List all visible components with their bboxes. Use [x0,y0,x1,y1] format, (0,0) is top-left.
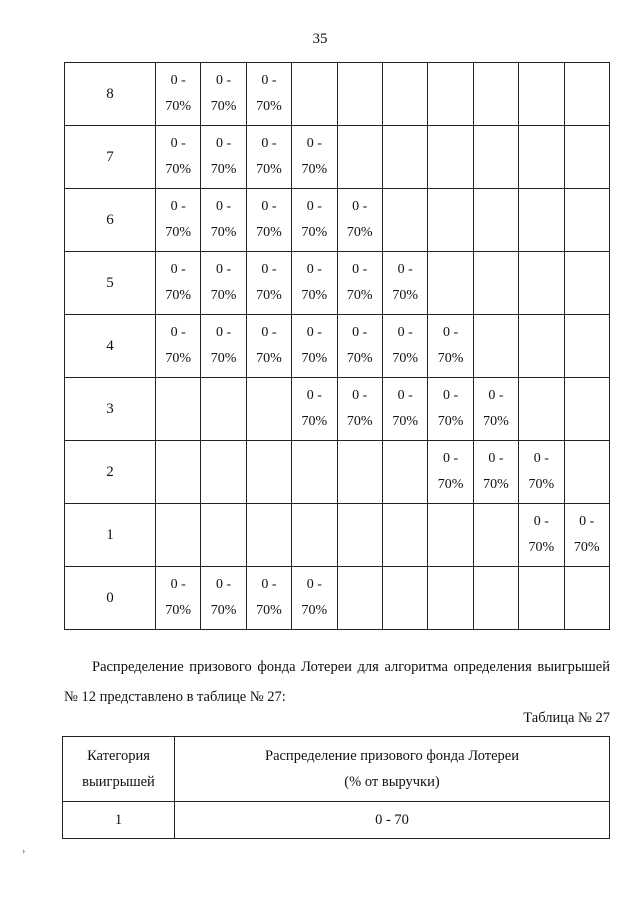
grid-cell [428,567,473,630]
grid-cell: 0 - 70% [337,378,382,441]
grid-cell: 0 - 70% [337,252,382,315]
grid-cell [564,126,609,189]
grid-cell: 0 - 70% [156,63,201,126]
grid-cell [428,126,473,189]
category-cell: 1 [63,802,175,839]
grid-cell: 0 - 70% [519,504,564,567]
grid-row [65,378,610,441]
grid-cell [519,189,564,252]
value-cell: 0 - 70 [175,802,610,839]
grid-cell [382,504,427,567]
row-label: 5 [65,252,156,315]
grid-cell [564,441,609,504]
grid-cell: 0 - 70% [382,378,427,441]
grid-row [65,189,610,252]
grid-cell: 0 - 70% [292,252,337,315]
grid-row [65,315,610,378]
grid-cell [382,63,427,126]
grid-cell [292,504,337,567]
grid-cell [519,126,564,189]
grid-cell [156,378,201,441]
grid-cell [428,63,473,126]
grid-cell [519,63,564,126]
grid-cell: 0 - 70% [292,378,337,441]
grid-cell [428,252,473,315]
grid-cell [473,504,518,567]
grid-cell [473,252,518,315]
grid-cell [564,567,609,630]
grid-cell [292,63,337,126]
grid-cell [519,567,564,630]
grid-cell [564,252,609,315]
header-category: Категория выигрышей [63,737,175,802]
grid-cell: 0 - 70% [519,441,564,504]
grid-cell: 0 - 70% [246,252,291,315]
grid-cell [382,567,427,630]
grid-cell: 0 - 70% [292,126,337,189]
table-27 [62,736,610,839]
grid-cell [201,504,246,567]
grid-cell: 0 - 70% [246,63,291,126]
grid-cell [473,189,518,252]
grid-cell: 0 - 70% [246,315,291,378]
grid-cell: 0 - 70% [156,189,201,252]
grid-cell: 0 - 70% [564,504,609,567]
table-27-header [63,737,610,802]
grid-cell [519,315,564,378]
grid-cell [473,63,518,126]
grid-cell: 0 - 70% [292,567,337,630]
grid-cell [473,315,518,378]
grid-cell: 0 - 70% [382,252,427,315]
grid-cell: 0 - 70% [292,315,337,378]
paragraph: Распределение призового фонда Лотереи для алгоритма определения выигрышей № 12 представлено в таблице № 27: [64,659,610,705]
grid-cell: 0 - 70% [473,378,518,441]
grid-row [65,441,610,504]
grid-cell [156,504,201,567]
grid-cell: 0 - 70% [201,63,246,126]
row-label: 4 [65,315,156,378]
row-label: 3 [65,378,156,441]
grid-cell [201,378,246,441]
grid-cell: 0 - 70% [337,189,382,252]
grid-cell [292,441,337,504]
grid-cell [337,504,382,567]
grid-cell: 0 - 70% [156,252,201,315]
grid-cell: 0 - 70% [428,315,473,378]
grid-cell [382,189,427,252]
grid-cell [337,567,382,630]
row-label: 8 [65,63,156,126]
grid-cell: 0 - 70% [292,189,337,252]
table-row [63,802,610,839]
distribution-grid [64,62,610,630]
page-number: 35 [312,31,328,47]
row-label: 7 [65,126,156,189]
grid-cell [564,378,609,441]
grid-cell [337,63,382,126]
grid-cell: 0 - 70% [156,126,201,189]
grid-cell [519,252,564,315]
grid-cell: 0 - 70% [201,189,246,252]
grid-cell: 0 - 70% [473,441,518,504]
grid-row [65,63,610,126]
table-caption: Таблица № 27 [523,710,610,726]
grid-row [65,126,610,189]
grid-cell: 0 - 70% [201,315,246,378]
grid-row [65,252,610,315]
grid-cell [473,126,518,189]
grid-cell: 0 - 70% [201,126,246,189]
grid-cell [246,441,291,504]
grid-cell: 0 - 70% [337,315,382,378]
grid-cell [428,504,473,567]
grid-cell: 0 - 70% [428,441,473,504]
grid-cell [473,567,518,630]
grid-cell [246,378,291,441]
grid-cell: 0 - 70% [246,126,291,189]
grid-cell: 0 - 70% [201,567,246,630]
row-label: 6 [65,189,156,252]
grid-cell: 0 - 70% [246,189,291,252]
grid-cell: 0 - 70% [156,315,201,378]
grid-cell [156,441,201,504]
grid-cell: 0 - 70% [201,252,246,315]
grid-cell: 0 - 70% [156,567,201,630]
grid-cell [337,441,382,504]
grid-cell [382,126,427,189]
header-distribution: Распределение призового фонда Лотереи (% от выручки) [175,737,610,802]
row-label: 1 [65,504,156,567]
grid-cell [519,378,564,441]
grid-cell [564,315,609,378]
grid-cell [564,189,609,252]
grid-cell: 0 - 70% [246,567,291,630]
row-label: 2 [65,441,156,504]
grid-cell [428,189,473,252]
grid-cell: 0 - 70% [382,315,427,378]
grid-cell [337,126,382,189]
grid-cell: 0 - 70% [428,378,473,441]
grid-cell [564,63,609,126]
grid-cell [246,504,291,567]
row-label: 0 [65,567,156,630]
grid-cell [201,441,246,504]
margin-mark: › [22,846,26,857]
grid-cell [382,441,427,504]
grid-row [65,567,610,630]
grid-row [65,504,610,567]
